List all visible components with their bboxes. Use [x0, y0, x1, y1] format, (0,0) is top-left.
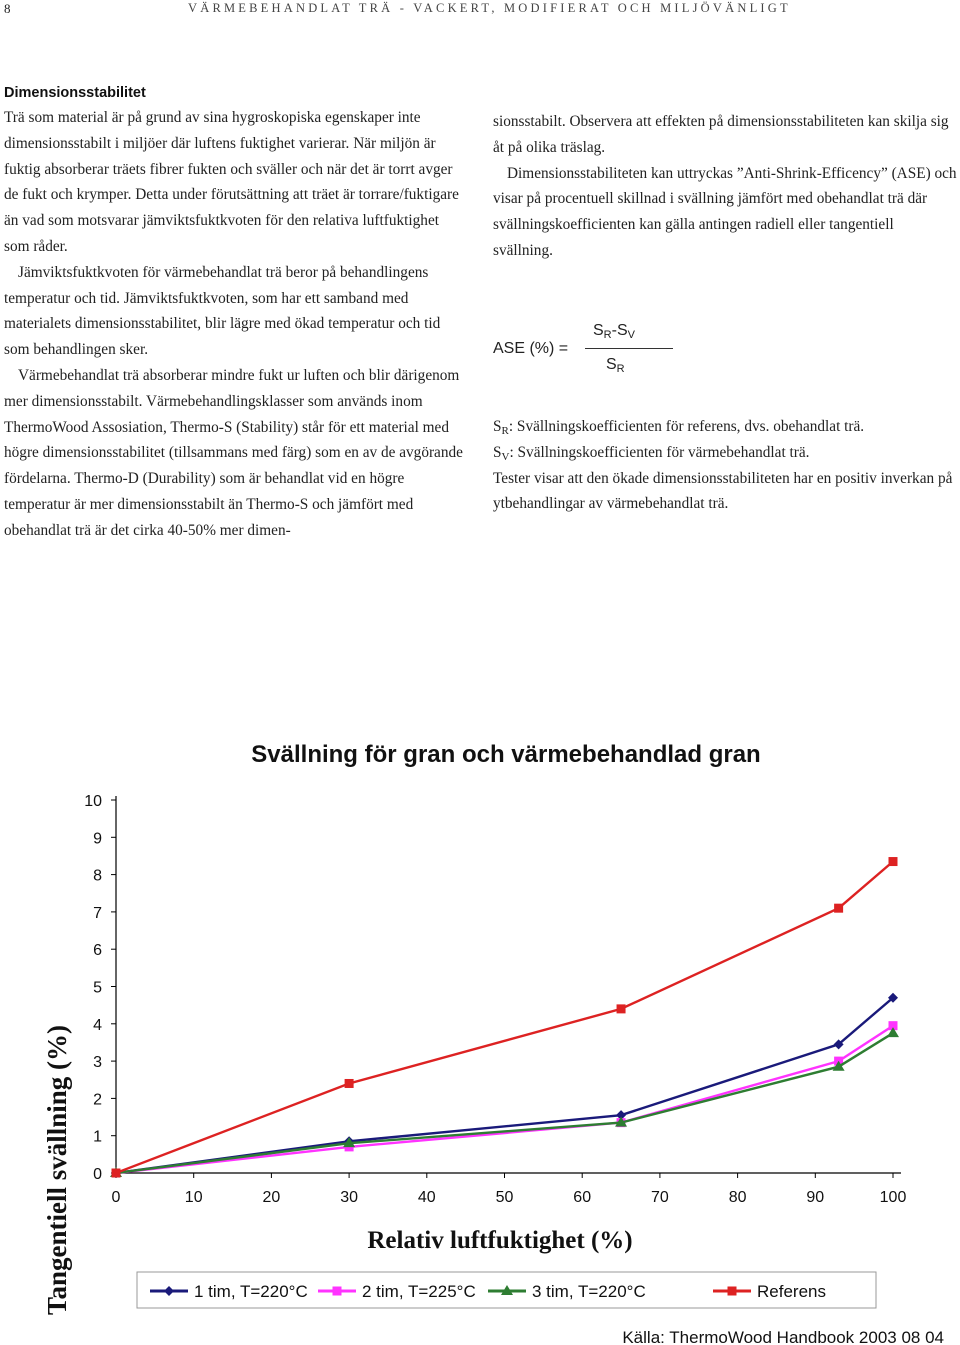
- running-title: VÄRMEBEHANDLAT TRÄ - VACKERT, MODIFIERAT OCH MILJÖVÄNLIGT: [188, 1, 791, 15]
- y-tick-label: 2: [93, 1091, 102, 1109]
- chart-source: Källa: ThermoWood Handbook 2003 08 04: [622, 1328, 944, 1345]
- left-column: [4, 84, 466, 544]
- paragraph: Trä som material är på grund av sina hygroskopiska egenskaper inte dimensionsstabilt i miljöer där luftens fuktighet varierar. När miljön är fuktig absorberar träets fibrer fukten och sväller och när det är torrt avger de fukt och krymper. Detta under förutsättning att träet är torrare/fuktigare än vad som motsvarar jämviktsfuktkvoten för den relativa luftfuktighet som råder.: [4, 109, 459, 255]
- x-tick-label: 100: [879, 1189, 907, 1206]
- paragraph: sionsstabilt. Observera att effekten på dimensionsstabiliteten kan skilja sig åt på olika träslag.: [493, 113, 949, 156]
- formula-denominator: $S_R$: [606, 356, 625, 375]
- legend-swatch-marker: [728, 1287, 737, 1296]
- fraction-line: [585, 348, 673, 349]
- y-tick-label: 10: [84, 793, 102, 810]
- definition-sv: $S_V$: Svällningskoefficienten för värmebehandlat trä.: [493, 443, 810, 463]
- page-header: [0, 0, 960, 22]
- y-tick-label: 5: [93, 979, 102, 997]
- legend-swatch-marker: [333, 1287, 342, 1296]
- y-tick-label: 8: [93, 867, 102, 885]
- x-tick-label: 90: [806, 1189, 825, 1206]
- definitions: [493, 414, 957, 517]
- data-point: [112, 1169, 121, 1178]
- series-3: [110, 1027, 899, 1177]
- ase-formula: [493, 318, 793, 388]
- swelling-line-chart: [0, 780, 960, 1345]
- y-tick-label: 9: [93, 830, 102, 848]
- page-number: 8: [4, 1, 11, 16]
- x-tick-label: 20: [262, 1189, 281, 1206]
- data-point: [617, 1004, 626, 1013]
- x-tick-label: 80: [728, 1189, 747, 1206]
- data-point: [834, 904, 843, 913]
- series-line: [116, 1033, 893, 1173]
- x-tick-label: 70: [651, 1189, 669, 1206]
- x-tick-label: 30: [340, 1189, 358, 1206]
- y-tick-label: 6: [93, 942, 102, 960]
- paragraph: Dimensionsstabiliteten kan uttryckas ”Anti-Shrink-Efficency” (ASE) och visar på procentuell skillnad i svällning jämfört med obehandlat trä där svällningskoefficienten kan gälla antingen radiell eller tangentiell svällning.: [493, 164, 957, 259]
- y-tick-label: 4: [93, 1016, 102, 1034]
- series-2: [112, 1021, 898, 1177]
- data-point: [889, 857, 898, 866]
- x-tick-label: 10: [184, 1189, 203, 1206]
- legend-label: 2 tim, T=225°C: [362, 1282, 476, 1301]
- data-point: [345, 1079, 354, 1088]
- paragraph: Jämviktsfuktkvoten för värmebehandlat trä beror på behandlingens temperatur och tid. Jämviktsfuktkvoten, som har ett samband med materialets dimensionsstabilitet, blir lägre med ökad temperatur och tid som behandlingen sker.: [4, 263, 441, 359]
- legend-label: Referens: [757, 1282, 826, 1301]
- x-tick-label: 40: [417, 1189, 436, 1206]
- chart-title: Svällning för gran och värmebehandlad gran: [251, 741, 761, 768]
- y-tick-labels: [84, 793, 116, 1183]
- paragraph: Värmebehandlat trä absorberar mindre fukt ur luften och blir därigenom mer dimensionsstabilt. Värmebehandlingsklasser som används inom ThermoWood Assosiation, Thermo-S (Stability) står för ett material med högre dimensionsstabilitet (tillsammans med färg) som en av de avgörande fördelarna. Thermo-D (Durability) som är behandlat vid en högre temperatur är mer dimensionsstabilt än Thermo-S och jämfört med obehandlat trä är det cirka 40-50% mer dimen-: [4, 366, 463, 539]
- definition-sr: $S_R$: Svällningskoefficienten för referens, dvs. obehandlat trä.: [493, 418, 865, 437]
- y-tick-label: 1: [93, 1128, 102, 1146]
- y-tick-label: 0: [93, 1166, 102, 1183]
- legend-label: 3 tim, T=220°C: [532, 1282, 646, 1301]
- section-heading: Dimensionsstabilitet: [4, 85, 146, 101]
- chart-series: [110, 857, 899, 1178]
- series-4: [112, 857, 898, 1177]
- formula-numerator: $S_R-S_V$: [593, 322, 635, 341]
- chart-legend: [137, 1272, 876, 1308]
- y-axis-label: Tangentiell svällning (%): [42, 1024, 72, 1316]
- y-tick-label: 7: [93, 904, 102, 922]
- series-line: [116, 1026, 893, 1173]
- series-1: [111, 993, 898, 1178]
- x-tick-label: 60: [573, 1189, 592, 1206]
- conclusion-paragraph: Tester visar att den ökade dimensionsstabiliteten har en positiv inverkan på ytbehandlingar av värmebehandlat trä.: [493, 469, 953, 513]
- x-tick-labels: [112, 1173, 907, 1206]
- formula-lhs: ASE (%) =: [493, 340, 569, 357]
- x-axis-label: Relativ luftfuktighet (%): [367, 1227, 633, 1254]
- chart-axes: [116, 796, 901, 1173]
- x-tick-label: 0: [111, 1189, 121, 1206]
- y-tick-label: 3: [93, 1054, 102, 1072]
- x-tick-label: 50: [495, 1189, 514, 1206]
- series-line: [116, 998, 893, 1173]
- right-column: [493, 109, 957, 264]
- legend-label: 1 tim, T=220°C: [194, 1282, 308, 1301]
